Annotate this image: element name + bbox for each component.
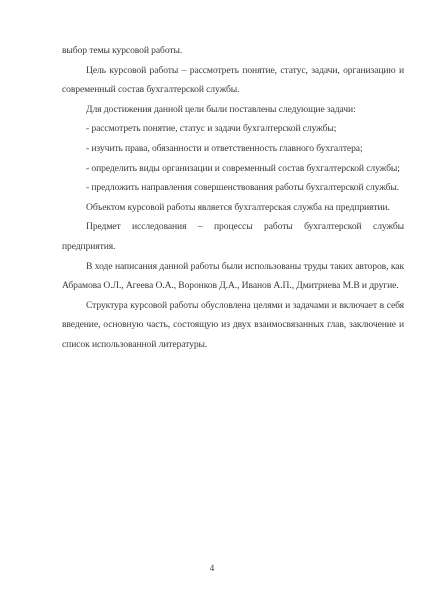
paragraph-tasks-intro: Для достижения данной цели были поставлены следующие задачи:: [86, 103, 356, 115]
paragraph-structure: Структура курсовой работы обусловлена целями и задачами и включает в себя введение, основную часть, состоящую из двух взаимосвязанных глав, заключение и список использованной литературы.: [62, 299, 404, 350]
list-item-task-2: - изучить права, обязанности и ответственность главного бухгалтера;: [86, 142, 363, 154]
paragraph-subject: Предмет исследования – процессы работы бухгалтерской службы предприятия.: [62, 221, 404, 252]
paragraph-object: Объектом курсовой работы является бухгалтерская служба на предприятии.: [86, 201, 390, 213]
document-body: [62, 41, 404, 355]
paragraph-continuation: выбор темы курсовой работы.: [62, 45, 183, 56]
list-item-task-3: - определить виды организации и современный состав бухгалтерской службы;: [86, 162, 400, 174]
paragraph-goal: Цель курсовой работы – рассмотреть понятие, статус, задачи, организацию и современный состав бухгалтерской службы.: [62, 64, 404, 96]
paragraph-sources: В ходе написания данной работы были использованы труды таких авторов, как Абрамова О.Л., Агеева О.А., Воронков Д.А., Иванов А.П., Дмитриева М.В и другие.: [62, 260, 404, 292]
list-item-task-4: - предложить направления совершенствования работы бухгалтерской службы.: [86, 182, 400, 194]
page-number: 4: [209, 563, 215, 573]
list-item-task-1: - рассмотреть понятие, статус и задачи бухгалтерской службы;: [86, 123, 337, 135]
